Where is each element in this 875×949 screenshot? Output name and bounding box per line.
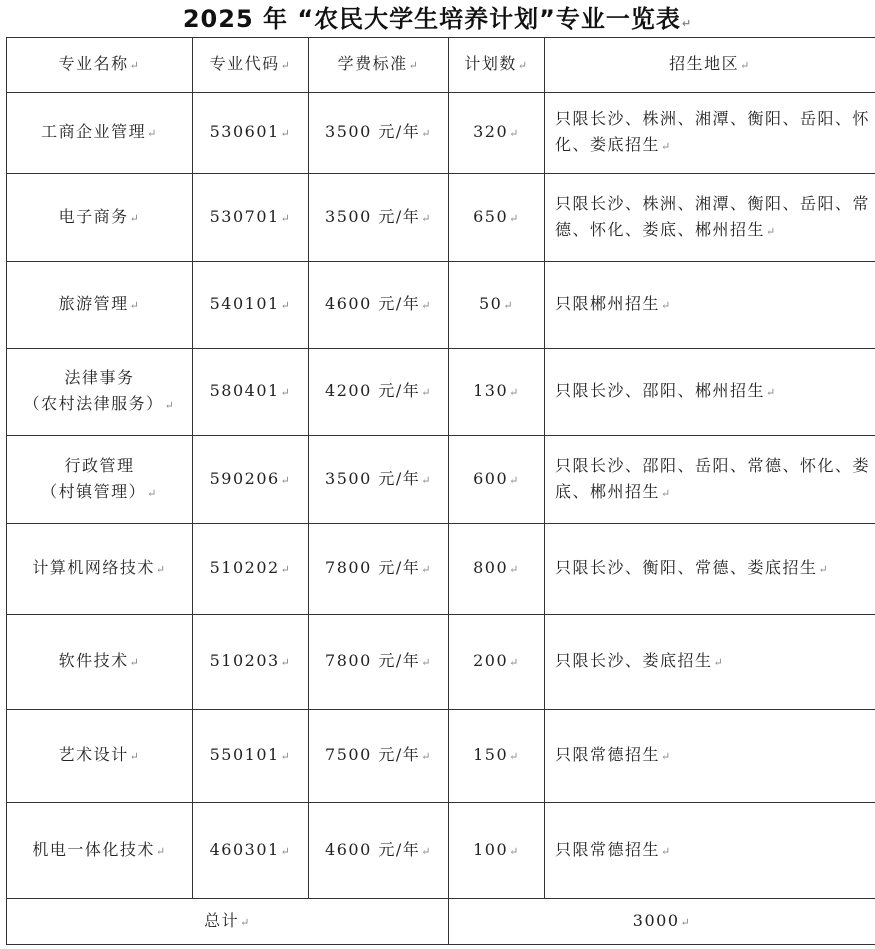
major-name: 工商企业管理↵ — [7, 93, 193, 174]
tuition-fee: 7500 元/年↵ — [309, 710, 449, 803]
tuition-fee: 4600 元/年↵ — [309, 262, 449, 349]
enrollment-region: 只限常德招生↵ — [545, 803, 875, 899]
tuition-fee: 7800 元/年↵ — [309, 615, 449, 710]
major-name: 行政管理 （村镇管理）↵ — [7, 436, 193, 524]
plan-count: 150↵ — [449, 710, 545, 803]
enrollment-region: 只限长沙、娄底招生↵ — [545, 615, 875, 710]
header-plan: 计划数↵ — [449, 38, 545, 93]
major-code: 510203↵ — [193, 615, 309, 710]
major-code: 460301↵ — [193, 803, 309, 899]
table-row — [7, 262, 875, 349]
table-row — [7, 436, 875, 524]
enrollment-region: 只限长沙、株洲、湘潭、衡阳、岳阳、怀化、娄底招生↵ — [545, 93, 875, 174]
table-row — [7, 615, 875, 710]
major-name: 电子商务↵ — [7, 174, 193, 262]
tuition-fee: 3500 元/年↵ — [309, 174, 449, 262]
header-region: 招生地区↵ — [545, 38, 875, 93]
major-name: 法律事务 （农村法律服务）↵ — [7, 349, 193, 436]
plan-count: 130↵ — [449, 349, 545, 436]
major-code: 530701↵ — [193, 174, 309, 262]
tuition-fee: 3500 元/年↵ — [309, 436, 449, 524]
plan-count: 650↵ — [449, 174, 545, 262]
majors-table — [6, 37, 875, 945]
page-title: 2025 年 “农民大学生培养计划”专业一览表↵ — [182, 5, 693, 33]
enrollment-region: 只限长沙、邵阳、郴州招生↵ — [545, 349, 875, 436]
header-row — [7, 38, 875, 93]
tuition-fee: 7800 元/年↵ — [309, 524, 449, 615]
plan-count: 800↵ — [449, 524, 545, 615]
enrollment-region: 只限常德招生↵ — [545, 710, 875, 803]
major-name: 旅游管理↵ — [7, 262, 193, 349]
tuition-fee: 3500 元/年↵ — [309, 93, 449, 174]
total-row — [7, 899, 875, 945]
table-row — [7, 93, 875, 174]
plan-count: 200↵ — [449, 615, 545, 710]
enrollment-region: 只限郴州招生↵ — [545, 262, 875, 349]
major-code: 510202↵ — [193, 524, 309, 615]
table-row — [7, 174, 875, 262]
table-row — [7, 524, 875, 615]
total-label: 总计↵ — [7, 899, 449, 945]
total-value: 3000↵ — [449, 899, 875, 945]
enrollment-region: 只限长沙、邵阳、岳阳、常德、怀化、娄底、郴州招生↵ — [545, 436, 875, 524]
table-row — [7, 710, 875, 803]
plan-count: 600↵ — [449, 436, 545, 524]
table-row — [7, 349, 875, 436]
major-name: 艺术设计↵ — [7, 710, 193, 803]
plan-count: 100↵ — [449, 803, 545, 899]
tuition-fee: 4600 元/年↵ — [309, 803, 449, 899]
major-code: 550101↵ — [193, 710, 309, 803]
table-row — [7, 803, 875, 899]
enrollment-region: 只限长沙、衡阳、常德、娄底招生↵ — [545, 524, 875, 615]
header-fee: 学费标准↵ — [309, 38, 449, 93]
major-name: 机电一体化技术↵ — [7, 803, 193, 899]
enrollment-region: 只限长沙、株洲、湘潭、衡阳、岳阳、常德、怀化、娄底、郴州招生↵ — [545, 174, 875, 262]
header-name: 专业名称↵ — [7, 38, 193, 93]
major-code: 580401↵ — [193, 349, 309, 436]
major-code: 530601↵ — [193, 93, 309, 174]
plan-count: 50↵ — [449, 262, 545, 349]
major-name: 软件技术↵ — [7, 615, 193, 710]
tuition-fee: 4200 元/年↵ — [309, 349, 449, 436]
major-name: 计算机网络技术↵ — [7, 524, 193, 615]
plan-count: 320↵ — [449, 93, 545, 174]
major-code: 540101↵ — [193, 262, 309, 349]
header-code: 专业代码↵ — [193, 38, 309, 93]
major-code: 590206↵ — [193, 436, 309, 524]
